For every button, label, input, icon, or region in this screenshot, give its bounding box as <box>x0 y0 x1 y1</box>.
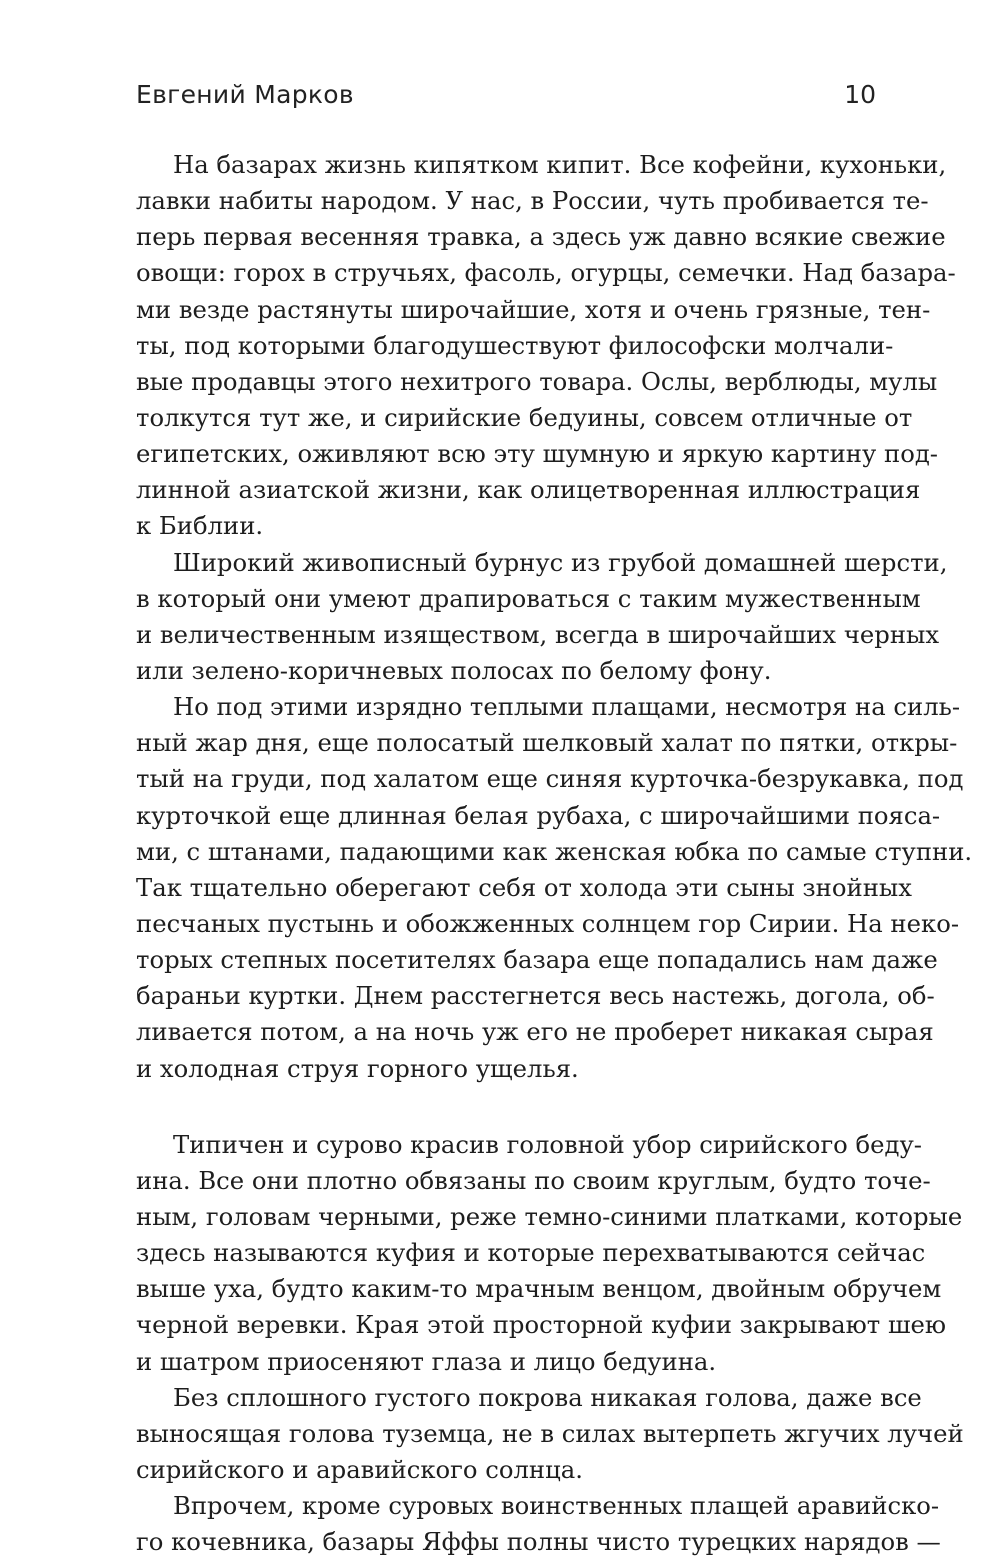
text-line: овощи: горох в стручьях, фасоль, огурцы, семечки. Над базара- <box>136 258 956 288</box>
text-line: черной веревки. Края этой просторной куфии закрывают шею <box>136 1310 947 1340</box>
text-line: Без сплошного густого покрова никакая голова, даже все <box>173 1382 922 1412</box>
text-line: Так тщательно оберегают себя от холода эти сыны знойных <box>136 872 912 902</box>
text-line: торых степных посетителях базара еще попадались нам даже <box>136 945 938 975</box>
text-line: толкутся тут же, и сирийские бедуины, совсем отличные от <box>136 402 913 432</box>
text-line: Впрочем, кроме суровых воинственных плащей аравийско- <box>173 1491 940 1521</box>
text-line: сирийского и аравийского солнца. <box>136 1454 583 1484</box>
text-line: го кочевника, базары Яффы полны чисто турецких нарядов — <box>136 1527 941 1557</box>
text-line: вые продавцы этого нехитрого товара. Ослы, верблюды, мулы <box>136 366 938 396</box>
text-line: ты, под которыми благодушествуют философски молчали- <box>136 330 894 360</box>
text-line: в который они умеют драпироваться с таким мужественным <box>136 583 921 613</box>
text-line: египетских, оживляют всю эту шумную и яркую картину под- <box>136 439 938 469</box>
text-line: перь первая весенняя травка, а здесь уж давно всякие свежие <box>136 222 946 252</box>
text-line: и холодная струя горного ущелья. <box>136 1053 579 1083</box>
text-line: песчаных пустынь и обожженных солнцем гор Сирии. На неко- <box>136 908 960 938</box>
text-line: курточкой еще длинная белая рубаха, с широчайшими пояса- <box>136 800 941 830</box>
text-line: ина. Все они плотно обвязаны по своим круглым, будто точе- <box>136 1165 931 1195</box>
text-line: здесь называются куфия и которые перехватываются сейчас <box>136 1238 926 1268</box>
section-break <box>136 1087 878 1127</box>
text-line: тый на груди, под халатом еще синяя курточка-безрукавка, под <box>136 764 964 794</box>
text-line: и величественным изяществом, всегда в широчайших черных <box>136 619 940 649</box>
text-line: Типичен и сурово красив головной убор сирийского беду- <box>173 1129 922 1159</box>
text-line: ми везде растянуты широчайшие, хотя и очень грязные, тен- <box>136 294 931 324</box>
text-line: и шатром приосеняют глаза и лицо бедуина. <box>136 1346 717 1376</box>
text-line: ный жар дня, еще полосатый шелковый халат по пятки, откры- <box>136 728 958 758</box>
page-number: 10 <box>844 80 876 109</box>
text-line: ным, головам черными, реже темно-синими платками, которые <box>136 1201 963 1231</box>
text-line: бараньи куртки. Днем расстегнется весь настежь, догола, об- <box>136 981 935 1011</box>
text-line: лавки набиты народом. У нас, в России, чуть пробивается те- <box>136 186 929 216</box>
text-line: На базарах жизнь кипятком кипит. Все кофейни, кухоньки, <box>173 150 947 179</box>
author-name: Евгений Марков <box>136 80 354 109</box>
text-line: Широкий живописный бурнус из грубой домашней шерсти, <box>173 547 948 577</box>
text-line: или зелено-коричневых полосах по белому фону. <box>136 655 772 685</box>
text-line: к Библии. <box>136 511 264 541</box>
text-line: линной азиатской жизни, как олицетворенная иллюстрация <box>136 475 921 505</box>
running-header <box>136 78 878 118</box>
text-line: ми, с штанами, падающими как женская юбка по самые ступни. <box>136 836 973 866</box>
text-line: ливается потом, а на ночь уж его не проберет никакая сырая <box>136 1017 934 1047</box>
text-line: Но под этими изрядно теплыми плащами, несмотря на силь- <box>173 692 961 722</box>
text-line: выносящая голова туземца, не в силах вытерпеть жгучих лучей <box>136 1418 964 1448</box>
text-line: выше уха, будто каким-то мрачным венцом, двойным обручем <box>136 1274 942 1304</box>
body-text <box>136 147 973 1560</box>
